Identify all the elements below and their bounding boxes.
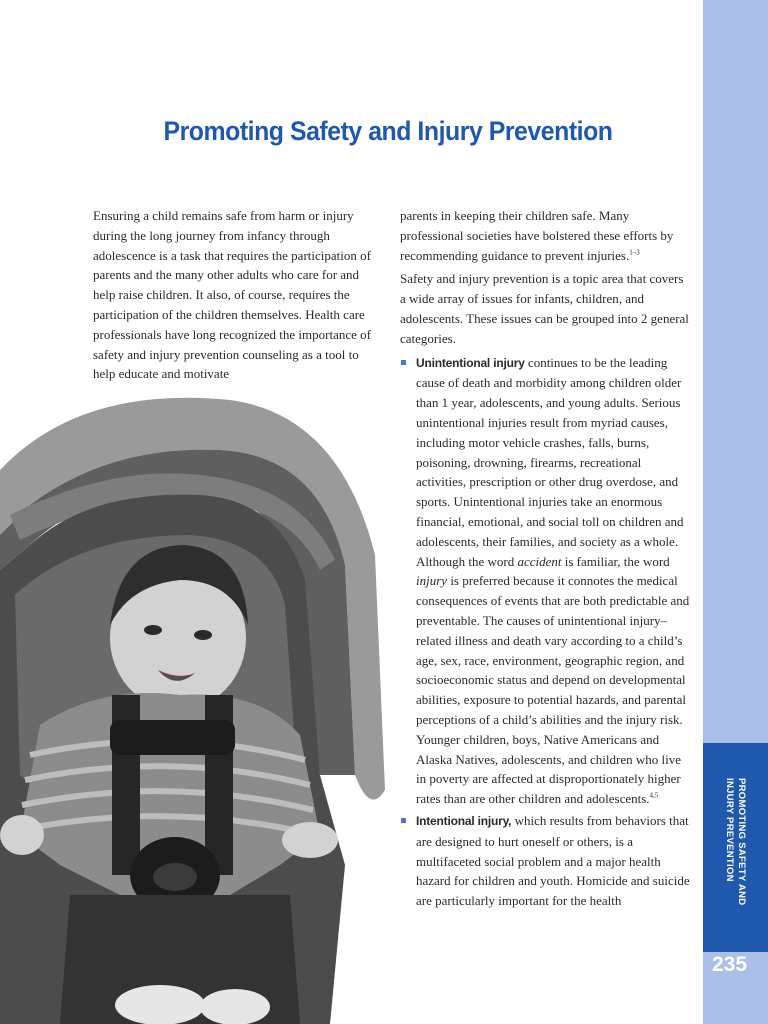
term-injury: injury: [416, 573, 448, 589]
list-item-unintentional-injury: [400, 353, 690, 809]
intentional-injury-text: which results from behaviors that are designed to hurt oneself or others, is a multifaceted social problem and a major health hazard for children and youth. Homicide and suicide are particularly important for the health: [416, 812, 690, 909]
category-list: [400, 353, 690, 911]
page-number: 235: [711, 953, 748, 976]
section-tab-line-1: PROMOTING SAFETY AND: [736, 778, 747, 906]
infant-hand-right: [282, 822, 338, 858]
section-tab-label: [707, 778, 747, 938]
unintentional-injury-reference: 4,5: [649, 791, 659, 800]
unintentional-injury-text-b: is familiar, the word: [561, 553, 670, 569]
paragraph-1: [400, 206, 690, 265]
buckle-button: [153, 863, 197, 891]
intro-paragraph: Ensuring a child remains safe from harm or injury during the long journey from infancy through adolescence is a task that requires the participation of parents and the many other adults who care for and help raise children. It also, of course, requires the participation of the children themselves. Health care professionals have long recognized the importance of safety and injury prevention counseling as a tool to help educate and motivate: [93, 208, 371, 382]
paragraph-1-reference: 1–3: [629, 248, 640, 257]
list-item-intentional-injury: [400, 811, 690, 911]
term-accident: accident: [517, 553, 562, 569]
infant-eye-left: [144, 625, 162, 635]
paragraph-1-text: parents in keeping their children safe. Many professional societies have bolstered these efforts by recommending guidance to prevent injuries.: [400, 208, 674, 263]
infant-shoe-right: [200, 989, 270, 1024]
right-column: [400, 206, 690, 911]
chest-clip: [110, 720, 235, 755]
infant-eye-right: [194, 630, 212, 640]
unintentional-injury-lead: Unintentional injury: [416, 355, 525, 370]
unintentional-injury-text-a: continues to be the leading cause of death and morbidity among children older than 1 year, adolescents, and young adults. Serious unintentional injuries result from myriad causes, including motor vehicle crashes, falls, burns, poisoning, drowning, firearms, recreational activities, prescription or other drug overdose, and sports. Unintentional injuries take an enormous financial, emotional, and social toll on children and adolescents, their families, and society as a whole. Although the word: [416, 354, 684, 569]
infant-shoe: [115, 985, 205, 1024]
left-column: [93, 206, 379, 384]
paragraph-2: Safety and injury prevention is a topic area that covers a wide array of issues for infants, children, and adolescents. These issues can be grouped into 2 general categories.: [400, 271, 689, 346]
section-tab-line-2: INJURY PREVENTION: [724, 778, 735, 882]
infant-car-seat-photo: [0, 395, 395, 1024]
unintentional-injury-text-c: is preferred because it connotes the medical consequences of events that are both predictable and preventable. The causes of unintentional injury–related illness and death vary according to a child’s age, sex, race, environment, geographic region, and socioeconomic status and depend on developmental abilities, exposure to potential hazards, and parental perceptions of a child’s abilities and the injury risk. Younger children, boys, Native Americans and Alaska Natives, adolescents, and children who live in poverty are affected at disproportionately higher rates than are other children and adolescents.: [416, 573, 690, 807]
page-title: Promoting Safety and Injury Prevention: [163, 116, 613, 146]
infant-hand-left: [0, 815, 44, 855]
intentional-injury-lead: Intentional injury,: [416, 813, 512, 828]
